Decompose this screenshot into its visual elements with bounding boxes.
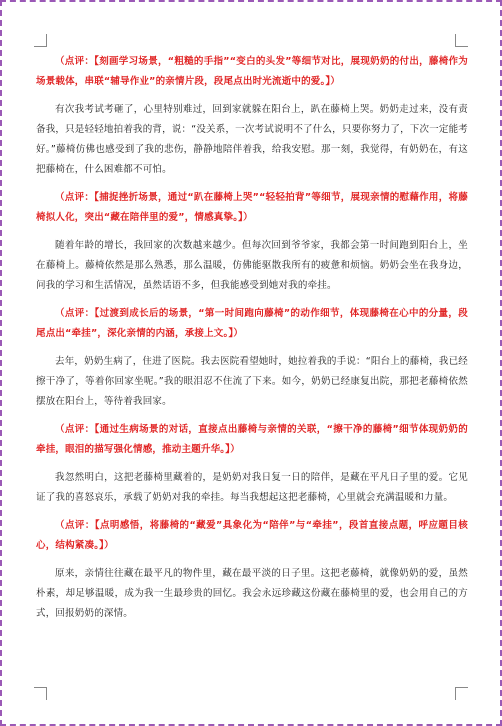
body-paragraph: 随着年龄的增长，我回家的次数越来越少。但每次回到爷爷家，我都会第一时间跑到阳台上，坐在藤椅上。藤椅依然是那么熟悉，那么温暖，仿佛能驱散我所有的疲惫和烦恼。奶奶会坐在我身边，问我的学习和生活情况，虽然话语不多，但我能感受到她对我的牵挂。 — [36, 240, 468, 291]
comment-paragraph: （点评：【刻画学习场景，“粗糙的手指”“变白的头发”等细节对比，展现奶奶的付出，藤椅作为场景载体，串联“辅导作业”的亲情片段，段尾点出时光流逝中的爱。】） — [36, 56, 468, 87]
crop-mark-top-left — [34, 34, 47, 47]
crop-mark-bottom-left — [34, 687, 47, 700]
body-paragraph: 去年，奶奶生病了，住进了医院。我去医院看望她时，她拉着我的手说：“阳台上的藤椅，我已经擦干净了，等着你回家坐呢。”我的眼泪忍不住流了下来。如今，奶奶已经康复出院，那把老藤椅依然摆放在阳台上，等待着我回家。 — [36, 356, 468, 407]
comment-paragraph: （点评：【点明感悟，将藤椅的“藏爱”具象化为“陪伴”与“牵挂”，段首直接点题，呼应题目核心，结构紧凑。】） — [36, 520, 468, 551]
document-body — [36, 52, 468, 632]
comment-paragraph: （点评：【捕捉挫折场景，通过“趴在藤椅上哭”“轻轻拍背”等细节，展现亲情的慰藉作用，将藤椅拟人化，突出“藏在陪伴里的爱”，情感真挚。】） — [36, 192, 468, 223]
comment-paragraph: （点评：【通过生病场景的对话，直接点出藤椅与亲情的关联，“擦干净的藤椅”细节体现奶奶的牵挂，眼泪的描写强化情感，推动主题升华。】） — [36, 424, 468, 455]
body-paragraph: 我忽然明白，这把老藤椅里藏着的，是奶奶对我日复一日的陪伴，是藏在平凡日子里的爱。它见证了我的喜怒哀乐，承载了奶奶对我的牵挂。每当我想起这把老藤椅，心里就会充满温暖和力量。 — [36, 472, 468, 503]
crop-mark-bottom-right — [455, 687, 468, 700]
body-paragraph: 有次我考试考砸了，心里特别难过，回到家就躲在阳台上，趴在藤椅上哭。奶奶走过来，没有责备我，只是轻轻地拍着我的背，说：“没关系，一次考试说明不了什么，只要你努力了，下次一定能考好。”藤椅仿佛也感受到了我的悲伤，静静地陪伴着我，给我安慰。那一刻，我觉得，有奶奶在，有这把藤椅在，什么困难都不可怕。 — [36, 104, 468, 175]
crop-mark-top-right — [455, 34, 468, 47]
body-paragraph: 原来，亲情往往藏在最平凡的物件里，藏在最平淡的日子里。这把老藤椅，就像奶奶的爱，虽然朴素，却足够温暖，成为我一生最珍贵的回忆。我会永远珍藏这份藏在藤椅里的爱，也会用自己的方式，回报奶奶的深情。 — [36, 568, 468, 619]
comment-paragraph: （点评：【过渡到成长后的场景，“第一时间跑向藤椅”的动作细节，体现藤椅在心中的分量，段尾点出“牵挂”，深化亲情的内涵，承接上文。】） — [36, 308, 468, 339]
